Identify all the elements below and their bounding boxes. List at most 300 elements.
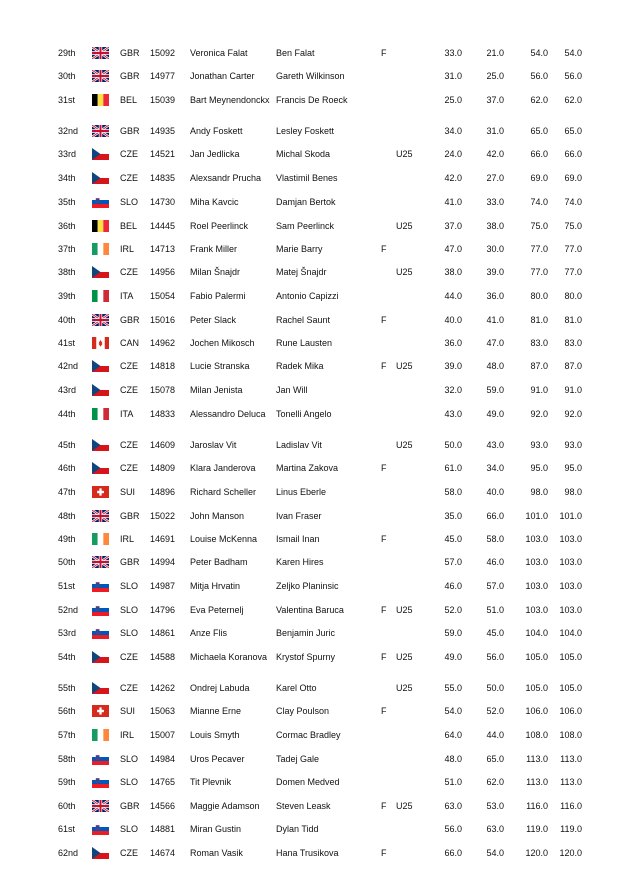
race1-score: 45.0 <box>444 534 462 544</box>
sail-number: 14994 <box>150 557 176 567</box>
position: 54th <box>58 652 76 662</box>
race1-score: 63.0 <box>444 801 462 811</box>
nation-code: BEL <box>120 221 138 231</box>
helm-name: Mitja Hrvatin <box>190 581 241 591</box>
table-row <box>0 122 629 146</box>
total-points: 77.0 <box>530 267 548 277</box>
race2-score: 38.0 <box>486 221 504 231</box>
total-points: 66.0 <box>530 149 548 159</box>
race2-score: 58.0 <box>486 534 504 544</box>
helm-name: Jaroslav Vit <box>190 440 237 450</box>
table-row <box>0 601 629 625</box>
czech-flag-icon <box>92 384 109 396</box>
sail-number: 14809 <box>150 463 176 473</box>
crew-name: Marie Barry <box>276 244 323 254</box>
race2-score: 65.0 <box>486 754 504 764</box>
net-points: 87.0 <box>564 361 582 371</box>
race2-score: 31.0 <box>486 126 504 136</box>
female-marker: F <box>381 652 387 662</box>
race2-score: 42.0 <box>486 149 504 159</box>
race1-score: 25.0 <box>444 95 462 105</box>
net-points: 116.0 <box>560 801 582 811</box>
crew-name: Cormac Bradley <box>276 730 341 740</box>
nation-code: SUI <box>120 487 136 497</box>
race2-score: 59.0 <box>486 385 504 395</box>
slovenia-flag-icon <box>92 196 109 208</box>
net-points: 74.0 <box>564 197 582 207</box>
position: 53rd <box>58 628 77 638</box>
helm-name: Louis Smyth <box>190 730 240 740</box>
nation-code: CZE <box>120 440 138 450</box>
crew-name: Tonelli Angelo <box>276 409 332 419</box>
position: 46th <box>58 463 76 473</box>
race2-score: 56.0 <box>486 652 504 662</box>
italy-flag-icon <box>92 408 109 420</box>
nation-code: GBR <box>120 48 140 58</box>
net-points: 93.0 <box>564 440 582 450</box>
net-points: 69.0 <box>564 173 582 183</box>
sail-number: 14566 <box>150 801 176 811</box>
helm-name: Maggie Adamson <box>190 801 260 811</box>
crew-name: Rachel Saunt <box>276 315 331 325</box>
sail-number: 14987 <box>150 581 176 591</box>
total-points: 74.0 <box>530 197 548 207</box>
net-points: 103.0 <box>559 581 582 591</box>
nation-code: GBR <box>120 126 140 136</box>
total-points: 62.0 <box>530 95 548 105</box>
nation-code: IRL <box>120 244 135 254</box>
sail-number: 15016 <box>150 315 176 325</box>
female-marker: F <box>381 534 387 544</box>
crew-name: Ben Falat <box>276 48 315 58</box>
race1-score: 54.0 <box>444 706 462 716</box>
race1-score: 55.0 <box>444 683 462 693</box>
race1-score: 66.0 <box>444 848 462 858</box>
total-points: 65.0 <box>530 126 548 136</box>
czech-flag-icon <box>92 462 109 474</box>
table-row <box>0 679 629 703</box>
helm-name: Peter Slack <box>190 315 237 325</box>
net-points: 103.0 <box>559 605 582 615</box>
race1-score: 56.0 <box>444 824 462 834</box>
sail-number: 14962 <box>150 338 176 348</box>
table-row <box>0 311 629 335</box>
helm-name: Frank Miller <box>190 244 238 254</box>
position: 51st <box>58 581 76 591</box>
crew-name: Zeljko Planinsic <box>276 581 339 591</box>
race2-score: 27.0 <box>486 173 504 183</box>
race2-score: 50.0 <box>486 683 504 693</box>
race1-score: 59.0 <box>444 628 462 638</box>
crew-name: Vlastimil Benes <box>276 173 338 183</box>
sail-number: 14521 <box>150 149 176 159</box>
race2-score: 52.0 <box>486 706 504 716</box>
nation-code: GBR <box>120 801 140 811</box>
position: 44th <box>58 409 76 419</box>
net-points: 62.0 <box>564 95 582 105</box>
female-marker: F <box>381 48 387 58</box>
race1-score: 43.0 <box>444 409 462 419</box>
race1-score: 47.0 <box>444 244 462 254</box>
nation-code: CZE <box>120 683 138 693</box>
crew-name: Francis De Roeck <box>276 95 348 105</box>
crew-name: Damjan Bertok <box>276 197 336 207</box>
table-row <box>0 750 629 774</box>
crew-name: Karel Otto <box>276 683 317 693</box>
crew-name: Tadej Gale <box>276 754 320 764</box>
nation-code: IRL <box>120 534 135 544</box>
sail-number: 14445 <box>150 221 176 231</box>
race2-score: 34.0 <box>486 463 504 473</box>
helm-name: Bart Meynendonckx <box>190 95 270 105</box>
sail-number: 15078 <box>150 385 176 395</box>
helm-name: Andy Foskett <box>190 126 243 136</box>
total-points: 103.0 <box>525 581 548 591</box>
table-row <box>0 240 629 264</box>
position: 35th <box>58 197 76 207</box>
uk-flag-icon <box>92 556 109 568</box>
net-points: 80.0 <box>564 291 582 301</box>
race1-score: 64.0 <box>444 730 462 740</box>
crew-name: Lesley Foskett <box>276 126 335 136</box>
race1-score: 57.0 <box>444 557 462 567</box>
helm-name: Veronica Falat <box>190 48 248 58</box>
position: 40th <box>58 315 76 325</box>
position: 52nd <box>58 605 79 615</box>
position: 43rd <box>58 385 77 395</box>
helm-name: Miha Kavcic <box>190 197 239 207</box>
net-points: 119.0 <box>560 824 582 834</box>
sail-number: 14896 <box>150 487 176 497</box>
race2-score: 48.0 <box>486 361 504 371</box>
total-points: 91.0 <box>530 385 548 395</box>
u25-marker: U25 <box>396 361 413 371</box>
u25-marker: U25 <box>396 221 413 231</box>
race2-score: 51.0 <box>486 605 504 615</box>
race1-score: 33.0 <box>444 48 462 58</box>
sail-number: 14935 <box>150 126 176 136</box>
slovenia-flag-icon <box>92 823 109 835</box>
nation-code: GBR <box>120 71 140 81</box>
u25-marker: U25 <box>396 652 413 662</box>
table-row <box>0 67 629 91</box>
nation-code: SLO <box>120 777 139 787</box>
race2-score: 40.0 <box>486 487 504 497</box>
position: 62nd <box>58 848 79 858</box>
position: 39th <box>58 291 76 301</box>
helm-name: Alexsandr Prucha <box>190 173 262 183</box>
belgium-flag-icon <box>92 94 109 106</box>
sail-number: 14861 <box>150 628 176 638</box>
race2-score: 25.0 <box>486 71 504 81</box>
total-points: 108.0 <box>525 730 548 740</box>
race2-score: 54.0 <box>486 848 504 858</box>
nation-code: SLO <box>120 754 139 764</box>
helm-name: Mianne Erne <box>190 706 242 716</box>
nation-code: GBR <box>120 557 140 567</box>
sail-number: 14765 <box>150 777 176 787</box>
position: 41st <box>58 338 76 348</box>
race1-score: 49.0 <box>444 652 462 662</box>
total-points: 56.0 <box>530 71 548 81</box>
ireland-flag-icon <box>92 243 109 255</box>
nation-code: CZE <box>120 267 138 277</box>
table-row <box>0 381 629 405</box>
race1-score: 36.0 <box>444 338 462 348</box>
total-points: 105.0 <box>525 683 548 693</box>
table-row <box>0 530 629 554</box>
race1-score: 35.0 <box>444 511 462 521</box>
total-points: 95.0 <box>530 463 548 473</box>
sail-number: 14833 <box>150 409 176 419</box>
position: 48th <box>58 511 76 521</box>
race1-score: 61.0 <box>444 463 462 473</box>
net-points: 75.0 <box>564 221 582 231</box>
net-points: 103.0 <box>559 534 582 544</box>
net-points: 77.0 <box>564 244 582 254</box>
position: 59th <box>58 777 76 787</box>
nation-code: SUI <box>120 706 136 716</box>
u25-marker: U25 <box>396 605 413 615</box>
crew-name: Matej Šnajdr <box>276 267 327 277</box>
race2-score: 66.0 <box>486 511 504 521</box>
race1-score: 50.0 <box>444 440 462 450</box>
position: 56th <box>58 706 76 716</box>
race2-score: 39.0 <box>486 267 504 277</box>
net-points: 120.0 <box>559 848 582 858</box>
position: 36th <box>58 221 76 231</box>
table-row <box>0 844 629 868</box>
helm-name: Jochen Mikosch <box>190 338 255 348</box>
race2-score: 33.0 <box>486 197 504 207</box>
position: 33rd <box>58 149 77 159</box>
uk-flag-icon <box>92 125 109 137</box>
table-row <box>0 287 629 311</box>
race2-score: 43.0 <box>486 440 504 450</box>
female-marker: F <box>381 848 387 858</box>
nation-code: BEL <box>120 95 138 105</box>
net-points: 91.0 <box>564 385 582 395</box>
slovenia-flag-icon <box>92 580 109 592</box>
helm-name: Louise McKenna <box>190 534 258 544</box>
race2-score: 46.0 <box>486 557 504 567</box>
helm-name: Peter Badham <box>190 557 248 567</box>
helm-name: Lucie Stranska <box>190 361 250 371</box>
nation-code: CZE <box>120 361 138 371</box>
nation-code: SLO <box>120 581 139 591</box>
race1-score: 39.0 <box>444 361 462 371</box>
helm-name: Milan Šnajdr <box>190 267 241 277</box>
total-points: 92.0 <box>530 409 548 419</box>
total-points: 103.0 <box>525 557 548 567</box>
nation-code: GBR <box>120 511 140 521</box>
net-points: 101.0 <box>559 511 582 521</box>
female-marker: F <box>381 463 387 473</box>
position: 30th <box>58 71 76 81</box>
helm-name: Fabio Palermi <box>190 291 246 301</box>
helm-name: Michaela Koranova <box>190 652 268 662</box>
nation-code: CZE <box>120 848 138 858</box>
crew-name: Valentina Baruca <box>276 605 344 615</box>
position: 47th <box>58 487 76 497</box>
sail-number: 14881 <box>150 824 176 834</box>
crew-name: Ladislav Vit <box>276 440 322 450</box>
net-points: 105.0 <box>559 652 582 662</box>
helm-name: Roman Vasik <box>190 848 243 858</box>
slovenia-flag-icon <box>92 776 109 788</box>
u25-marker: U25 <box>396 149 413 159</box>
race2-score: 62.0 <box>486 777 504 787</box>
race2-score: 57.0 <box>486 581 504 591</box>
crew-name: Linus Eberle <box>276 487 327 497</box>
race2-score: 45.0 <box>486 628 504 638</box>
total-points: 87.0 <box>530 361 548 371</box>
position: 61st <box>58 824 76 834</box>
position: 38th <box>58 267 76 277</box>
nation-code: CZE <box>120 463 138 473</box>
crew-name: Antonio Capizzi <box>276 291 339 301</box>
ireland-flag-icon <box>92 533 109 545</box>
race1-score: 32.0 <box>444 385 462 395</box>
helm-name: Milan Jenista <box>190 385 243 395</box>
position: 49th <box>58 534 76 544</box>
nation-code: SLO <box>120 605 139 615</box>
female-marker: F <box>381 706 387 716</box>
nation-code: CZE <box>120 652 138 662</box>
czech-flag-icon <box>92 148 109 160</box>
crew-name: Sam Peerlinck <box>276 221 335 231</box>
total-points: 116.0 <box>526 801 548 811</box>
crew-name: Benjamin Juric <box>276 628 336 638</box>
helm-name: Miran Gustin <box>190 824 242 834</box>
net-points: 106.0 <box>559 706 582 716</box>
net-points: 92.0 <box>564 409 582 419</box>
sail-number: 15039 <box>150 95 176 105</box>
net-points: 108.0 <box>559 730 582 740</box>
crew-name: Domen Medved <box>276 777 340 787</box>
race2-score: 21.0 <box>486 48 504 58</box>
sail-number: 15063 <box>150 706 176 716</box>
nation-code: ITA <box>120 291 134 301</box>
nation-code: CZE <box>120 173 138 183</box>
sail-number: 14713 <box>150 244 176 254</box>
position: 57th <box>58 730 76 740</box>
czech-flag-icon <box>92 172 109 184</box>
position: 32nd <box>58 126 79 136</box>
table-row <box>0 726 629 750</box>
position: 50th <box>58 557 76 567</box>
sail-number: 14796 <box>150 605 176 615</box>
total-points: 119.0 <box>526 824 548 834</box>
total-points: 101.0 <box>525 511 548 521</box>
race1-score: 24.0 <box>444 149 462 159</box>
crew-name: Hana Trusikova <box>276 848 339 858</box>
nation-code: CAN <box>120 338 140 348</box>
table-row <box>0 217 629 241</box>
position: 31st <box>58 95 76 105</box>
sail-number: 14977 <box>150 71 176 81</box>
helm-name: Anze Flis <box>190 628 228 638</box>
race2-score: 30.0 <box>486 244 504 254</box>
helm-name: Richard Scheller <box>190 487 257 497</box>
crew-name: Dylan Tidd <box>276 824 319 834</box>
table-row <box>0 91 629 121</box>
total-points: 93.0 <box>530 440 548 450</box>
total-points: 113.0 <box>526 754 548 764</box>
switzerland-flag-icon <box>92 486 109 498</box>
crew-name: Krystof Spurny <box>276 652 336 662</box>
czech-flag-icon <box>92 360 109 372</box>
net-points: 95.0 <box>564 463 582 473</box>
sail-number: 14588 <box>150 652 176 662</box>
helm-name: Tit Plevnik <box>190 777 232 787</box>
total-points: 77.0 <box>530 244 548 254</box>
uk-flag-icon <box>92 510 109 522</box>
total-points: 83.0 <box>530 338 548 348</box>
nation-code: CZE <box>120 149 138 159</box>
crew-name: Ismail Inan <box>276 534 320 544</box>
position: 58th <box>58 754 76 764</box>
belgium-flag-icon <box>92 220 109 232</box>
net-points: 103.0 <box>559 557 582 567</box>
race2-score: 36.0 <box>486 291 504 301</box>
sail-number: 14984 <box>150 754 176 764</box>
table-row <box>0 820 629 844</box>
helm-name: Jonathan Carter <box>190 71 255 81</box>
total-points: 104.0 <box>525 628 548 638</box>
sail-number: 14818 <box>150 361 176 371</box>
net-points: 104.0 <box>559 628 582 638</box>
total-points: 98.0 <box>530 487 548 497</box>
net-points: 65.0 <box>564 126 582 136</box>
net-points: 56.0 <box>564 71 582 81</box>
uk-flag-icon <box>92 47 109 59</box>
crew-name: Karen Hires <box>276 557 324 567</box>
net-points: 98.0 <box>564 487 582 497</box>
race1-score: 42.0 <box>444 173 462 183</box>
u25-marker: U25 <box>396 683 413 693</box>
czech-flag-icon <box>92 651 109 663</box>
table-row <box>0 648 629 678</box>
sail-number: 14730 <box>150 197 176 207</box>
switzerland-flag-icon <box>92 705 109 717</box>
table-row <box>0 193 629 217</box>
helm-name: Roel Peerlinck <box>190 221 249 231</box>
helm-name: Ondrej Labuda <box>190 683 250 693</box>
czech-flag-icon <box>92 682 109 694</box>
table-row <box>0 357 629 381</box>
position: 29th <box>58 48 76 58</box>
table-row <box>0 702 629 726</box>
nation-code: GBR <box>120 315 140 325</box>
sail-number: 15007 <box>150 730 176 740</box>
crew-name: Radek Mika <box>276 361 324 371</box>
table-row <box>0 459 629 483</box>
total-points: 75.0 <box>530 221 548 231</box>
table-row <box>0 145 629 169</box>
u25-marker: U25 <box>396 267 413 277</box>
net-points: 83.0 <box>564 338 582 348</box>
sail-number: 15092 <box>150 48 176 58</box>
sail-number: 14956 <box>150 267 176 277</box>
table-row <box>0 553 629 577</box>
table-row <box>0 797 629 821</box>
race1-score: 46.0 <box>444 581 462 591</box>
female-marker: F <box>381 361 387 371</box>
slovenia-flag-icon <box>92 753 109 765</box>
race2-score: 63.0 <box>486 824 504 834</box>
race1-score: 31.0 <box>444 71 462 81</box>
